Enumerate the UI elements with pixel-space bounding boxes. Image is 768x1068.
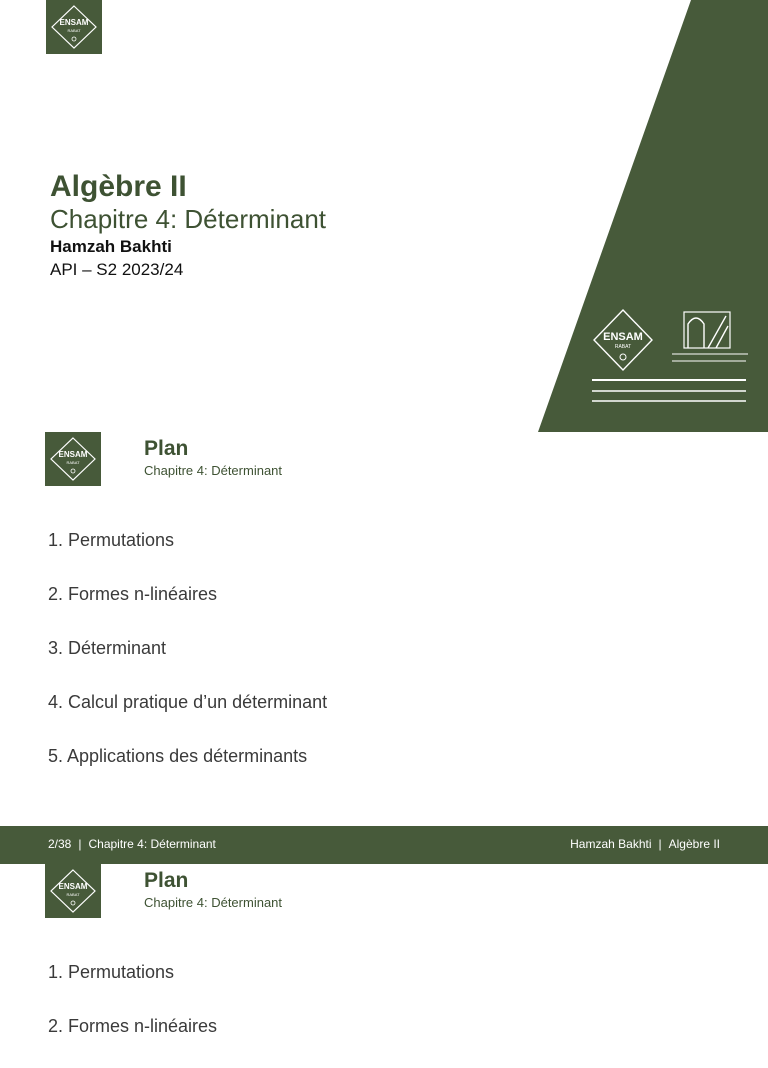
- title-slide: [0, 0, 768, 432]
- author-name: Hamzah Bakhti: [50, 237, 172, 256]
- footer-right: [570, 837, 720, 851]
- svg-text:RABAT: RABAT: [614, 344, 632, 350]
- chapter-title: Chapitre 4: Déterminant: [50, 204, 327, 234]
- plan-title: Plan: [144, 869, 189, 892]
- svg-text:ENSAM: ENSAM: [603, 331, 643, 343]
- footer-separator: |: [658, 837, 662, 851]
- ensam-diamond-icon: [45, 864, 101, 918]
- toc-item[interactable]: 3. Déterminant: [48, 638, 167, 658]
- logo-text: ENSAM: [59, 18, 89, 27]
- toc-item[interactable]: 2. Formes n-linéaires: [48, 1016, 218, 1036]
- toc-item[interactable]: 1. Permutations: [48, 962, 175, 982]
- toc-item[interactable]: 5. Applications des déterminants: [48, 746, 308, 766]
- ensam-logo: [45, 864, 101, 918]
- plan-title: Plan: [144, 437, 189, 460]
- institution-logos-icon: [588, 306, 753, 416]
- course-title: Algèbre II: [50, 170, 187, 203]
- ensam-logo: [45, 432, 101, 486]
- program-info: API – S2 2023/24: [50, 260, 184, 279]
- ensam-diamond-icon: [46, 0, 102, 54]
- logo-subtext: RABAT: [66, 892, 80, 897]
- table-of-contents: [48, 528, 327, 798]
- plan-subtitle: Chapitre 4: Déterminant: [144, 895, 283, 910]
- footer-separator: |: [78, 837, 82, 851]
- logo-text: ENSAM: [58, 882, 88, 891]
- plan-slide-next: [0, 864, 768, 1036]
- toc-item[interactable]: 4. Calcul pratique d’un déterminant: [48, 692, 328, 712]
- plan-header: [144, 868, 282, 912]
- footer-left: [48, 837, 216, 851]
- footer-chapter: Chapitre 4: Déterminant: [88, 837, 216, 851]
- plan-subtitle: Chapitre 4: Déterminant: [144, 463, 283, 478]
- ensam-logo: [46, 0, 102, 54]
- ensam-diamond-icon: [45, 432, 101, 486]
- logo-subtext: RABAT: [67, 28, 81, 33]
- footer-course: Algèbre II: [668, 837, 720, 851]
- slide-footer: [0, 826, 768, 864]
- logo-subtext: RABAT: [66, 460, 80, 465]
- logo-text: ENSAM: [58, 450, 88, 459]
- table-of-contents: [48, 960, 217, 1068]
- plan-slide: [0, 432, 768, 864]
- toc-item[interactable]: 2. Formes n-linéaires: [48, 584, 218, 604]
- title-block: [50, 170, 326, 282]
- footer-author: Hamzah Bakhti: [570, 837, 652, 851]
- page-number: 2/38: [48, 837, 72, 851]
- plan-header: [144, 436, 282, 480]
- toc-item[interactable]: 1. Permutations: [48, 530, 175, 550]
